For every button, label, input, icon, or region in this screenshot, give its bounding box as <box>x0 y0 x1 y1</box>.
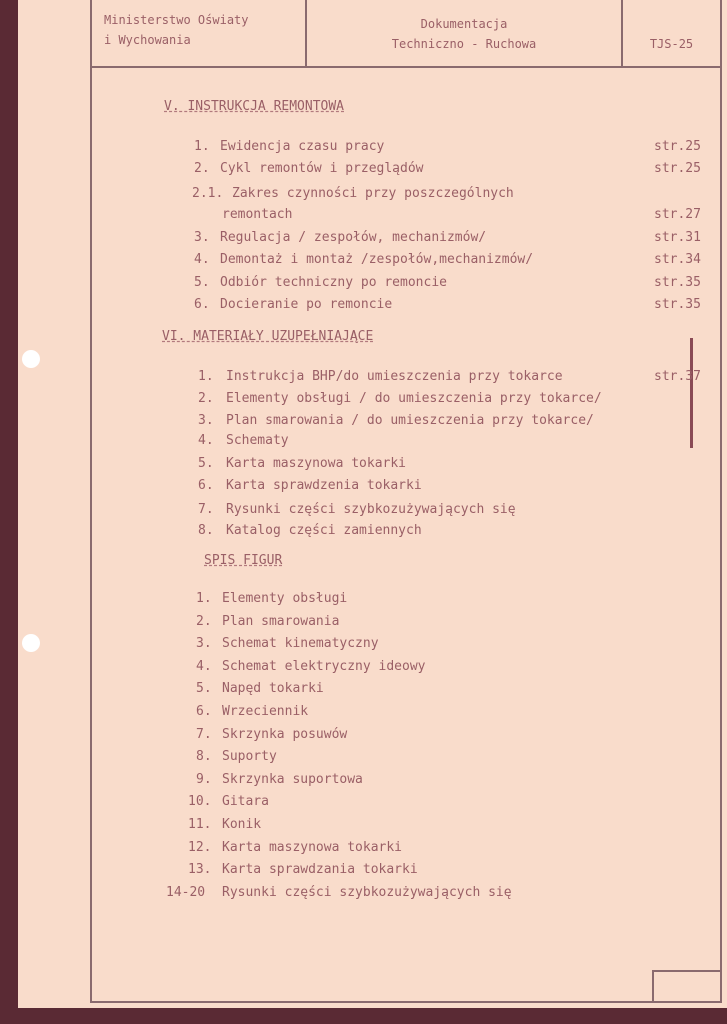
item-number: 6. <box>194 297 210 312</box>
item-number: 2. <box>194 161 210 176</box>
punch-hole <box>22 350 40 368</box>
list-item: Gitara <box>222 794 269 809</box>
item-number: 5. <box>194 275 210 290</box>
item-number: 4. <box>198 433 214 448</box>
ministry-line-2: i Wychowania <box>104 33 191 47</box>
item-number: 5. <box>198 456 214 471</box>
list-item: Karta sprawdzenia tokarki <box>226 478 422 493</box>
list-item: Elementy obsługi <box>222 591 348 606</box>
margin-mark <box>690 338 693 448</box>
item-number: 4. <box>194 252 210 267</box>
item-number: 1. <box>198 369 214 384</box>
page-reference: str.35 <box>654 275 701 290</box>
item-number: 6. <box>196 704 212 719</box>
title-block <box>90 0 722 68</box>
list-item: Zakres czynności przy poszczególnych <box>232 186 514 201</box>
ministry-cell <box>104 10 304 76</box>
list-item: Rysunki części szybkozużywających się <box>226 502 516 517</box>
item-number: 6. <box>198 478 214 493</box>
list-item: Regulacja / zespołów, mechanizmów/ <box>220 230 487 245</box>
page-reference: str.35 <box>654 297 701 312</box>
page-reference: str.25 <box>654 161 701 176</box>
list-item: Katalog części zamiennych <box>226 523 422 538</box>
item-number: 2. <box>196 614 212 629</box>
section-heading: SPIS FIGUR <box>204 553 283 568</box>
list-item: Demontaż i montaż /zespołów,mechanizmów/ <box>220 252 534 267</box>
list-item: Ewidencja czasu pracy <box>220 139 385 154</box>
item-number: 11. <box>188 817 212 832</box>
item-number: 4. <box>196 659 212 674</box>
item-number: 13. <box>188 862 212 877</box>
section-heading: V. INSTRUKCJA REMONTOWA <box>164 99 345 114</box>
list-item: Cykl remontów i przeglądów <box>220 161 424 176</box>
list-item: Odbiór techniczny po remoncie <box>220 275 447 290</box>
corner-box <box>652 970 721 1002</box>
doc-code: TJS-25 <box>649 37 694 51</box>
doc-type-line-2: Techniczno - Ruchowa <box>391 37 537 51</box>
list-item: Karta sprawdzania tokarki <box>222 862 418 877</box>
list-item: Docieranie po remoncie <box>220 297 393 312</box>
list-item: Schematy <box>226 433 289 448</box>
list-item: Skrzynka suportowa <box>222 772 363 787</box>
item-number: 7. <box>196 727 212 742</box>
doc-type-line-1: Dokumentacja <box>420 17 508 31</box>
item-number: 9. <box>196 772 212 787</box>
item-number: 3. <box>196 636 212 651</box>
list-item: Karta maszynowa tokarki <box>226 456 407 471</box>
section-heading: VI. MATERIAŁY UZUPEŁNIAJĄCE <box>162 329 374 344</box>
list-item: Karta maszynowa tokarki <box>222 840 403 855</box>
list-item: remontach <box>222 207 293 222</box>
list-item: Schemat kinematyczny <box>222 636 379 651</box>
item-number: 3. <box>194 230 210 245</box>
punch-hole <box>22 634 40 652</box>
item-number: 1. <box>194 139 210 154</box>
list-item: Instrukcja BHP/do umieszczenia przy tokarce <box>226 369 563 384</box>
item-number: 12. <box>188 840 212 855</box>
item-number: 1. <box>196 591 212 606</box>
page-reference: str.27 <box>654 207 701 222</box>
doc-type-cell <box>305 0 623 66</box>
list-item: Wrzeciennik <box>222 704 309 719</box>
item-number: 5. <box>196 681 212 696</box>
list-item: Napęd tokarki <box>222 681 324 696</box>
item-number: 8. <box>198 523 214 538</box>
item-number: 2. <box>198 391 214 406</box>
ministry-line-1: Ministerstwo Oświaty <box>104 13 249 27</box>
page-reference: str.37 <box>654 369 701 384</box>
page-reference: str.31 <box>654 230 701 245</box>
list-item: Rysunki części szybkozużywających się <box>222 885 512 900</box>
list-item: Plan smarowania / do umieszczenia przy tokarce/ <box>226 413 594 428</box>
page-reference: str.34 <box>654 252 701 267</box>
item-number: 2.1. <box>192 186 224 201</box>
page-reference: str.25 <box>654 139 701 154</box>
list-item: Elementy obsługi / do umieszczenia przy tokarce/ <box>226 391 602 406</box>
item-number: 3. <box>198 413 214 428</box>
list-item: Schemat elektryczny ideowy <box>222 659 426 674</box>
list-item: Plan smarowania <box>222 614 340 629</box>
item-number: 7. <box>198 502 214 517</box>
item-number: 10. <box>188 794 212 809</box>
list-item: Suporty <box>222 749 277 764</box>
list-item: Skrzynka posuwów <box>222 727 348 742</box>
item-number: 14-20 <box>166 885 206 900</box>
list-item: Konik <box>222 817 262 832</box>
item-number: 8. <box>196 749 212 764</box>
